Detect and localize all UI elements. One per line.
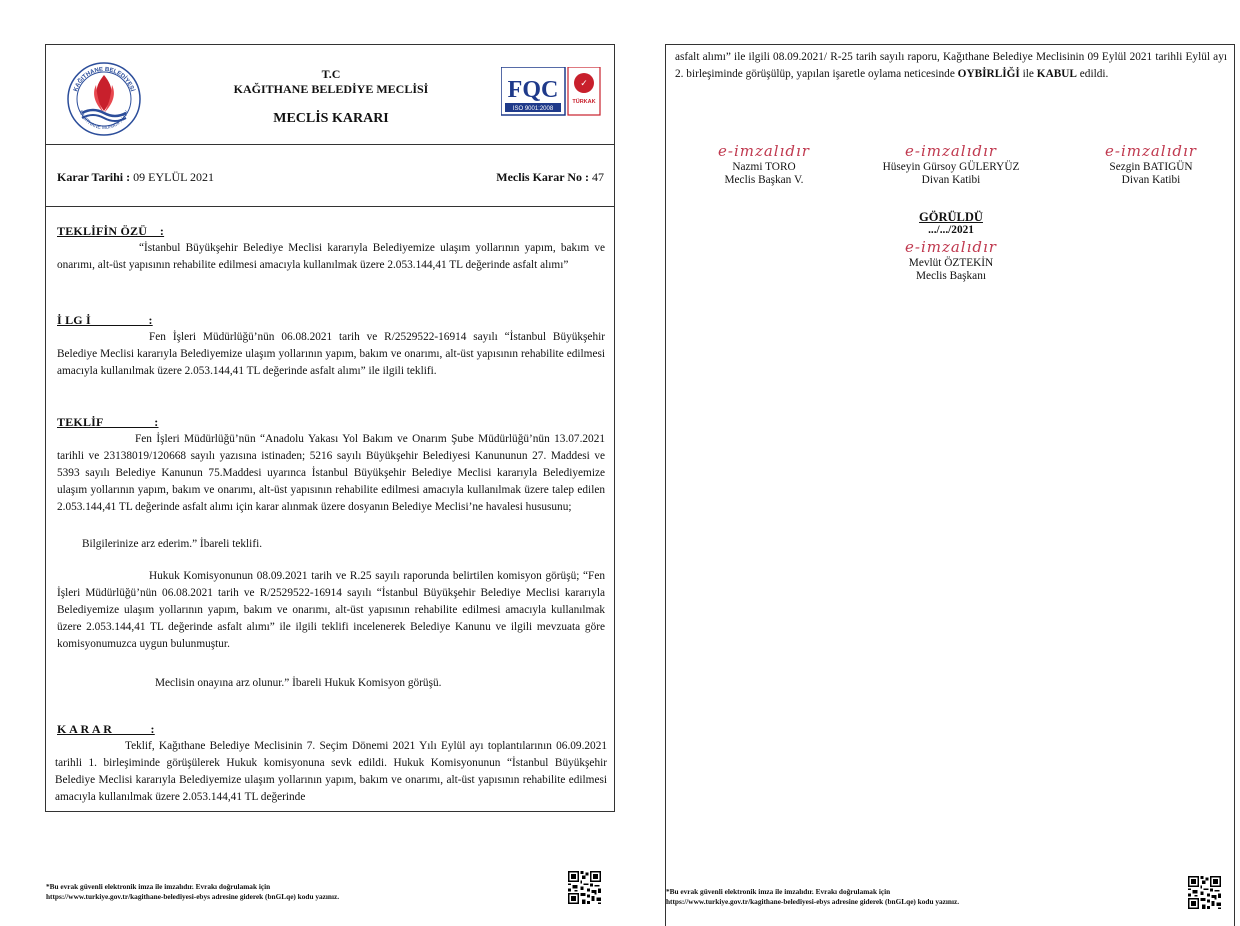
section-closing-hukuk: Meclisin onayına arz olunur.” İbareli Hukuk Komisyon görüşü.: [155, 677, 442, 689]
section-title-ozu: TEKLİFİN ÖZÜ :: [57, 224, 165, 238]
e-signature-stamp: e-imzalıdır: [1105, 142, 1197, 160]
decision-date: [57, 170, 214, 185]
page2-footer: [666, 887, 959, 907]
section-text-teklif: Fen İşleri Müdürlüğü’nün “Anadolu Yakası Yol Bakım ve Onarım Şube Müdürlüğü’nün 13.07.2021 tarihli ve 23138019/120668 sayılı yazısına istinaden; 5216 sayılı Büyükşehir Belediyesi Kanununun 27. Maddesi ve 5393 sayılı Belediye Kanunun 75.Maddesi uyarınca İstanbul Büyükşehir Belediye Meclisi kararıyla Belediyemize ulaşım yollarının yapım, bakım ve onarımı, alt-üst yapısının rehabilite edilmesi amacıyla kullanılmak üzere talep edilen 2.053.144,41 TL değerinde asfalt alımı için karar alınmak üzere dosyanın Belediye Meclisi’ne havalesi hususunu;: [57, 433, 605, 513]
section-title-ilgi: İ LG İ :: [57, 313, 153, 327]
karar-continuation: [675, 49, 1227, 83]
karar-continuation-connector: ile: [1019, 68, 1037, 80]
fqc-certification-logo: [501, 67, 601, 117]
e-signature-stamp: e-imzalıdır: [905, 142, 997, 160]
signer-name: Hüseyin Gürsoy GÜLERYÜZ: [882, 161, 1020, 173]
footer-verify-url[interactable]: https://www.turkiye.gov.tr/kagithane-belediyesi-ebys adresine giderek (bnGLqe) kodu yazınız.: [666, 897, 960, 906]
section-text-ilgi: Fen İşleri Müdürlüğü’nün 06.08.2021 tarih ve R/2529522-16914 sayılı “İstanbul Büyükşehir Belediye Meclisi kararıyla Belediyemize ulaşım yollarının yapım, bakım ve onarımı, alt-üst yapısının rehabilite edilmesi amacıyla kullanılmak üzere 2.053.144,41 TL değerinde asfalt alımı” ile ilgili teklifi.: [57, 331, 605, 377]
decision-date-label: Karar Tarihi :: [57, 170, 131, 184]
footer-verify-url[interactable]: https://www.turkiye.gov.tr/kagithane-belediyesi-ebys adresine giderek (bnGLqe) kodu yazınız.: [46, 892, 340, 901]
svg-text:✓: ✓: [580, 78, 588, 88]
header-divider: [46, 144, 614, 145]
document-page-1: [45, 44, 615, 812]
signer-title: Divan Katibi: [921, 174, 981, 186]
karar-continuation-end: edildi.: [1076, 68, 1109, 80]
decision-number-label: Meclis Karar No :: [496, 170, 589, 184]
qr-code-icon: [568, 871, 601, 904]
karar-continuation-text: asfalt alımı” ile ilgili 08.09.2021/ R-25 tarih sayılı raporu, Kağıthane Belediye Meclisinin 09 Eylül 2021 tarihli Eylül ayı 2. birleşiminde görüşülüp, yapılan işaretle oylama neticesinde: [675, 51, 1227, 80]
turkak-text: TÜRKAK: [572, 99, 596, 105]
approval-date: .../.../2021: [928, 224, 974, 236]
footer-line-1: *Bu evrak güvenli elektronik imza ile imzalıdır. Evrakı doğrulamak için: [46, 882, 271, 891]
logo-bottom-text: KAĞITHANE MUNICIPALITY: [77, 109, 131, 132]
e-signature-stamp: e-imzalıdır: [718, 142, 810, 160]
acceptance-status: KABUL: [1036, 68, 1077, 80]
decision-number-value: 47: [589, 170, 604, 184]
decision-date-value: 09 EYLÜL 2021: [130, 170, 215, 184]
footer-line-1: *Bu evrak güvenli elektronik imza ile imzalıdır. Evrakı doğrulamak için: [666, 887, 891, 896]
page1-footer: [46, 882, 339, 902]
signature-block-clerk-2: [1076, 141, 1226, 187]
approval-label: GÖRÜLDÜ: [919, 210, 983, 224]
signer-name: Nazmi TORO: [732, 161, 796, 173]
meta-divider: [46, 206, 614, 207]
section-text-ozu: “İstanbul Büyükşehir Belediye Meclisi kararıyla Belediyemize ulaşım yollarının yapım, bakım ve onarımı, alt-üst yapısının rehabilite edilmesi amacıyla kullanılmak üzere 2.053.144,41 TL değerinde asfalt alımı”: [57, 242, 605, 271]
logo-top-text: KAĞITHANE BELEDİYESİ: [73, 66, 135, 93]
section-title-karar: K A R A R :: [57, 722, 155, 736]
iso-text: ISO 9001:2008: [512, 106, 554, 112]
signer-title: Divan Katibi: [1121, 174, 1181, 186]
signature-block-clerk-1: [861, 141, 1041, 187]
section-closing-teklif: Bilgilerinize arz ederim.” İbareli teklifi.: [82, 538, 263, 550]
section-title-teklif: TEKLİF :: [57, 415, 159, 429]
signature-block-chair: [696, 141, 832, 187]
signer-title: Meclis Başkanı: [916, 270, 986, 282]
header-tc: T.C: [321, 67, 341, 81]
header-council-name: KAĞITHANE BELEDİYE MECLİSİ: [233, 82, 429, 96]
signer-name: Mevlüt ÖZTEKİN: [908, 257, 994, 269]
document-page-2: [665, 44, 1235, 926]
e-signature-stamp: e-imzalıdır: [905, 238, 997, 256]
decision-number: [496, 170, 604, 185]
vote-result: OYBİRLİĞİ: [957, 68, 1020, 80]
approval-block: [866, 211, 1036, 283]
signer-name: Sezgin BATIGÜN: [1109, 161, 1193, 173]
page-title: MECLİS KARARI: [273, 111, 389, 126]
signer-title: Meclis Başkan V.: [724, 174, 804, 186]
qr-code-icon: [1188, 876, 1221, 909]
fqc-text: FQC: [507, 77, 559, 103]
section-text-karar: Teklif, Kağıthane Belediye Meclisinin 7. Seçim Dönemi 2021 Yılı Eylül ayı toplantılarının 06.09.2021 tarihli 1. birleşiminde görüşülerek Hukuk komisyonuna sevk edildi. Hukuk Komisyonunun “İstanbul Büyükşehir Belediye Meclisi kararıyla Belediyemize ulaşım yollarının yapım, bakım ve onarımı, alt-üst yapısının rehabilite edilmesi amacıyla kullanılmak üzere 2.053.144,41 TL değerinde: [55, 740, 607, 803]
section-text-hukuk: Hukuk Komisyonunun 08.09.2021 tarih ve R.25 sayılı raporunda belirtilen komisyon görüşü; “Fen İşleri Müdürlüğü’nün 06.08.2021 tarih ve R/2529522-16914 sayılı “İstanbul Büyükşehir Belediye Meclisi kararıyla Belediyemize ulaşım yollarının yapım, bakım ve onarımı, alt-üst yapısının rehabilite edilmesi amacıyla kullanılmak üzere 2.053.144,41 TL değerinde asfalt alımı” ile ilgili teklifi incelenerek Belediye Kanunu ve ilgili mevzuata göre komisyonumuzca uygun bulunmuştur.: [57, 570, 605, 650]
